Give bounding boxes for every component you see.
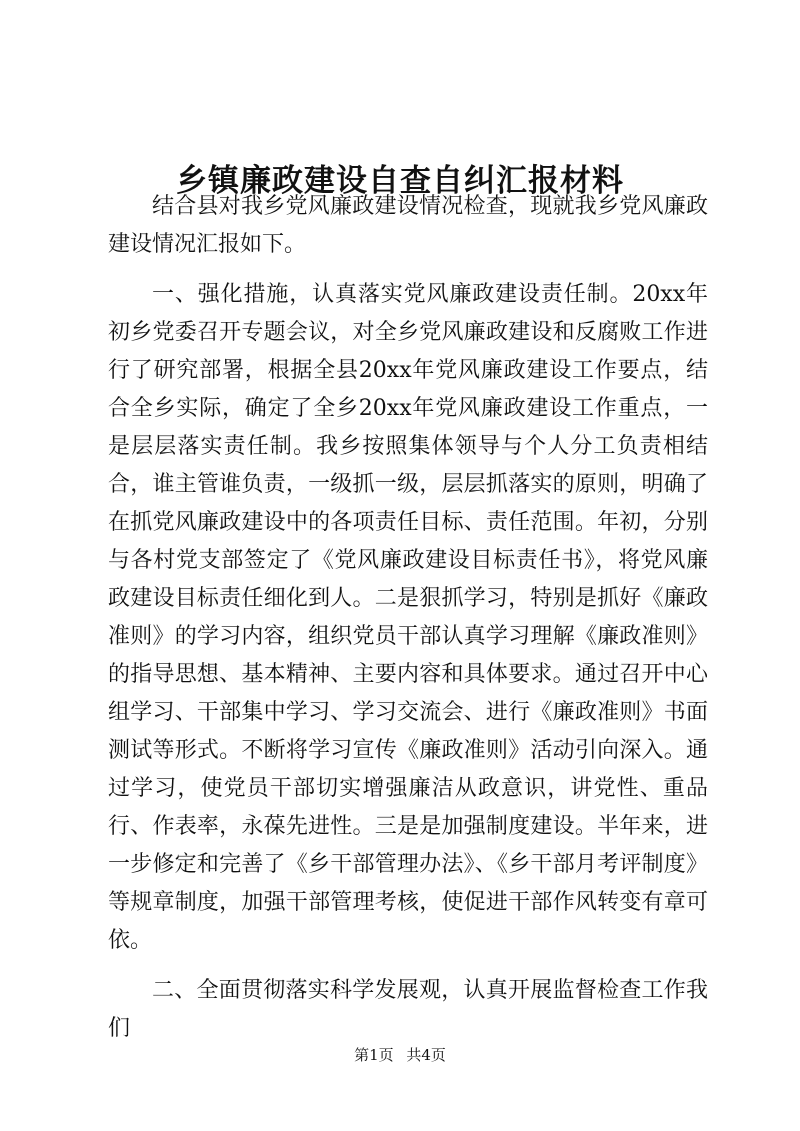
document-body bbox=[108, 188, 708, 1048]
page-number: 第1页 bbox=[354, 1046, 394, 1064]
section-one-paragraph: 一、强化措施，认真落实党风廉政建设责任制。20xx年初乡党委召开专题会议，对全乡党风廉政建设和反腐败工作进行了研究部署，根据全县20xx年党风廉政建设工作要点，结合全乡实际，确定了全乡20xx年党风廉政建设工作重点，一是层层落实责任制。我乡按照集体领导与个人分工负责相结合，谁主管谁负责，一级抓一级，层层抓落实的原则，明确了在抓党风廉政建设中的各项责任目标、责任范围。年初，分别与各村党支部签定了《党风廉政建设目标责任书》，将党风廉政建设目标责任细化到人。二是狠抓学习，特别是抓好《廉政准则》的学习内容，组织党员干部认真学习理解《廉政准则》的指导思想、基本精神、主要内容和具体要求。通过召开中心组学习、干部集中学习、学习交流会、进行《廉政准则》书面测试等形式。不断将学习宣传《廉政准则》活动引向深入。通过学习，使党员干部切实增强廉洁从政意识，讲党性、重品行、作表率，永葆先进性。三是是加强制度建设。半年来，进一步修定和完善了《乡干部管理办法》、《乡干部月考评制度》等规章制度，加强干部管理考核，使促进干部作风转变有章可依。 bbox=[108, 282, 708, 953]
page-total: 共4页 bbox=[406, 1046, 446, 1064]
page-footer bbox=[0, 1045, 800, 1065]
section-two-paragraph: 二、全面贯彻落实科学发展观，认真开展监督检查工作我们 bbox=[108, 978, 708, 1041]
intro-paragraph: 结合县对我乡党风廉政建设情况检查，现就我乡党风廉政建设情况汇报如下。 bbox=[108, 194, 708, 257]
document-title: 乡镇廉政建设自查自纠汇报材料 bbox=[176, 162, 624, 199]
